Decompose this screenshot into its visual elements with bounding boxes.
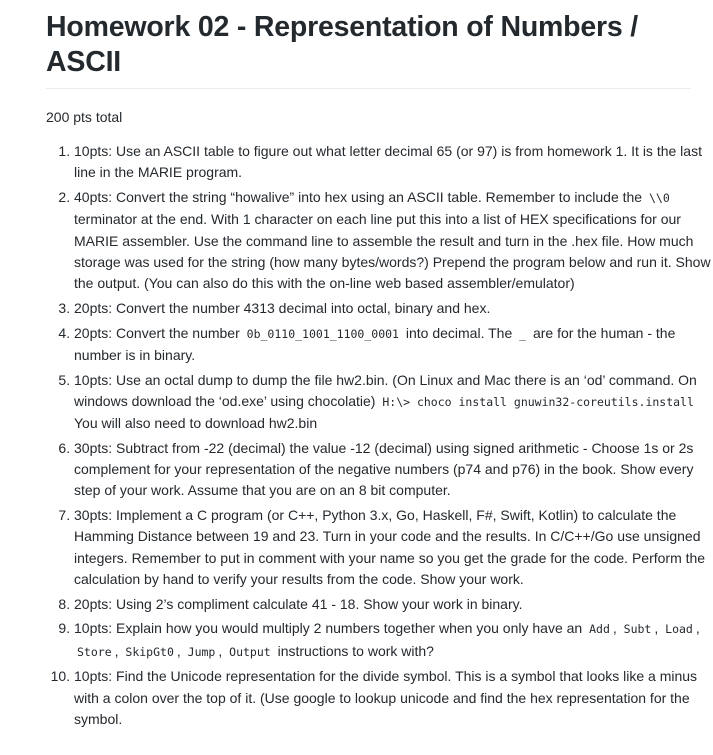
separator: , [695, 620, 700, 637]
question-text: into decimal. The [405, 324, 513, 341]
question-3 [74, 298, 713, 319]
question-text: 20pts: Convert the number [74, 324, 240, 341]
inline-code: SkipGt0 [125, 644, 174, 659]
inline-code: \\0 [648, 190, 670, 205]
separator: , [176, 642, 181, 659]
question-1 [74, 141, 713, 184]
question-text: 20pts: Using 2’s compliment calculate 41 - 18. Show your work in binary. [74, 595, 523, 612]
points-total: 200 pts total [46, 109, 123, 125]
question-text: 10pts: Find the Unicode representation for the divide symbol. This is a symbol that looks like a minus with a colon over the top of it. (Use google to lookup unicode and find the hex representation for the symbol. [74, 668, 698, 727]
inline-code: _ [519, 326, 527, 341]
question-text: You will also need to download hw2.bin [74, 415, 318, 432]
inline-code: Output [229, 644, 271, 659]
question-2 [74, 187, 713, 294]
title-divider [46, 88, 691, 89]
question-text: 30pts: Implement a C program (or C++, Python 3.x, Go, Haskell, F#, Swift, Kotlin) to calculate the Hamming Distance between 19 and 23. Turn in your code and the results. In C/C++/Go use unsigned integers. Remember to put in comment with your name so you get the grade for the code. Perform the calculation by hand to verify your results from the code. Show your work. [74, 507, 706, 587]
separator: , [654, 620, 659, 637]
question-text: 10pts: Use an octal dump to dump the file hw2.bin. (On Linux and Mac there is an ‘od’ command. On windows download the ‘od.exe’ using chocolatie) [74, 371, 697, 409]
question-7 [74, 505, 713, 590]
question-4 [74, 323, 713, 367]
inline-code: 0b_0110_1001_1100_0001 [246, 326, 399, 341]
question-list [40, 141, 713, 734]
question-text: are for the human - the number is in binary. [74, 324, 676, 363]
question-text: 40pts: Convert the string “howalive” into hex using an ASCII table. Remember to include the [74, 188, 643, 205]
page-title: Homework 02 - Representation of Numbers / ASCII [46, 11, 639, 78]
question-text: 30pts: Subtract from -22 (decimal) the value -12 (decimal) using signed arithmetic - Choose 1s or 2s complement for your representation of the negative numbers (p74 and p76) in the book. Show every step of your work. Assume that you are on an 8 bit computer. [74, 439, 694, 499]
inline-code: H:\> choco install gnuwin32-coreutils.install [382, 394, 694, 409]
question-text: 20pts: Convert the number 4313 decimal into octal, binary and hex. [74, 299, 491, 316]
inline-code: Subt [623, 622, 652, 637]
question-text: 10pts: Use an ASCII table to figure out what letter decimal 65 (or 97) is from homework 1. It is the last line in the MARIE program. [74, 143, 702, 181]
inline-code: Store [77, 644, 112, 659]
question-text: terminator at the end. With 1 character on each line put this into a list of HEX specifications for our MARIE assembler. Use the command line to assemble the result and turn in the .hex file. How much storage was used for the string (how many bytes/words?) Prepend the program below and run it. Show the output. (You can also do this with the on-line web based assembler/emulator) [74, 211, 711, 292]
separator: , [612, 620, 617, 637]
question-text: 10pts: Explain how you would multiply 2 numbers together when you only have an [74, 620, 583, 637]
question-9 [74, 618, 713, 663]
inline-code: Jump [187, 644, 216, 659]
question-6 [74, 438, 713, 502]
separator: , [114, 642, 119, 659]
inline-code: Load [665, 622, 693, 637]
question-8 [74, 594, 713, 615]
inline-code: Add [589, 622, 610, 637]
question-text: instructions to work with? [277, 642, 434, 659]
separator: , [218, 642, 223, 659]
question-5 [74, 370, 713, 435]
question-10 [74, 666, 713, 730]
